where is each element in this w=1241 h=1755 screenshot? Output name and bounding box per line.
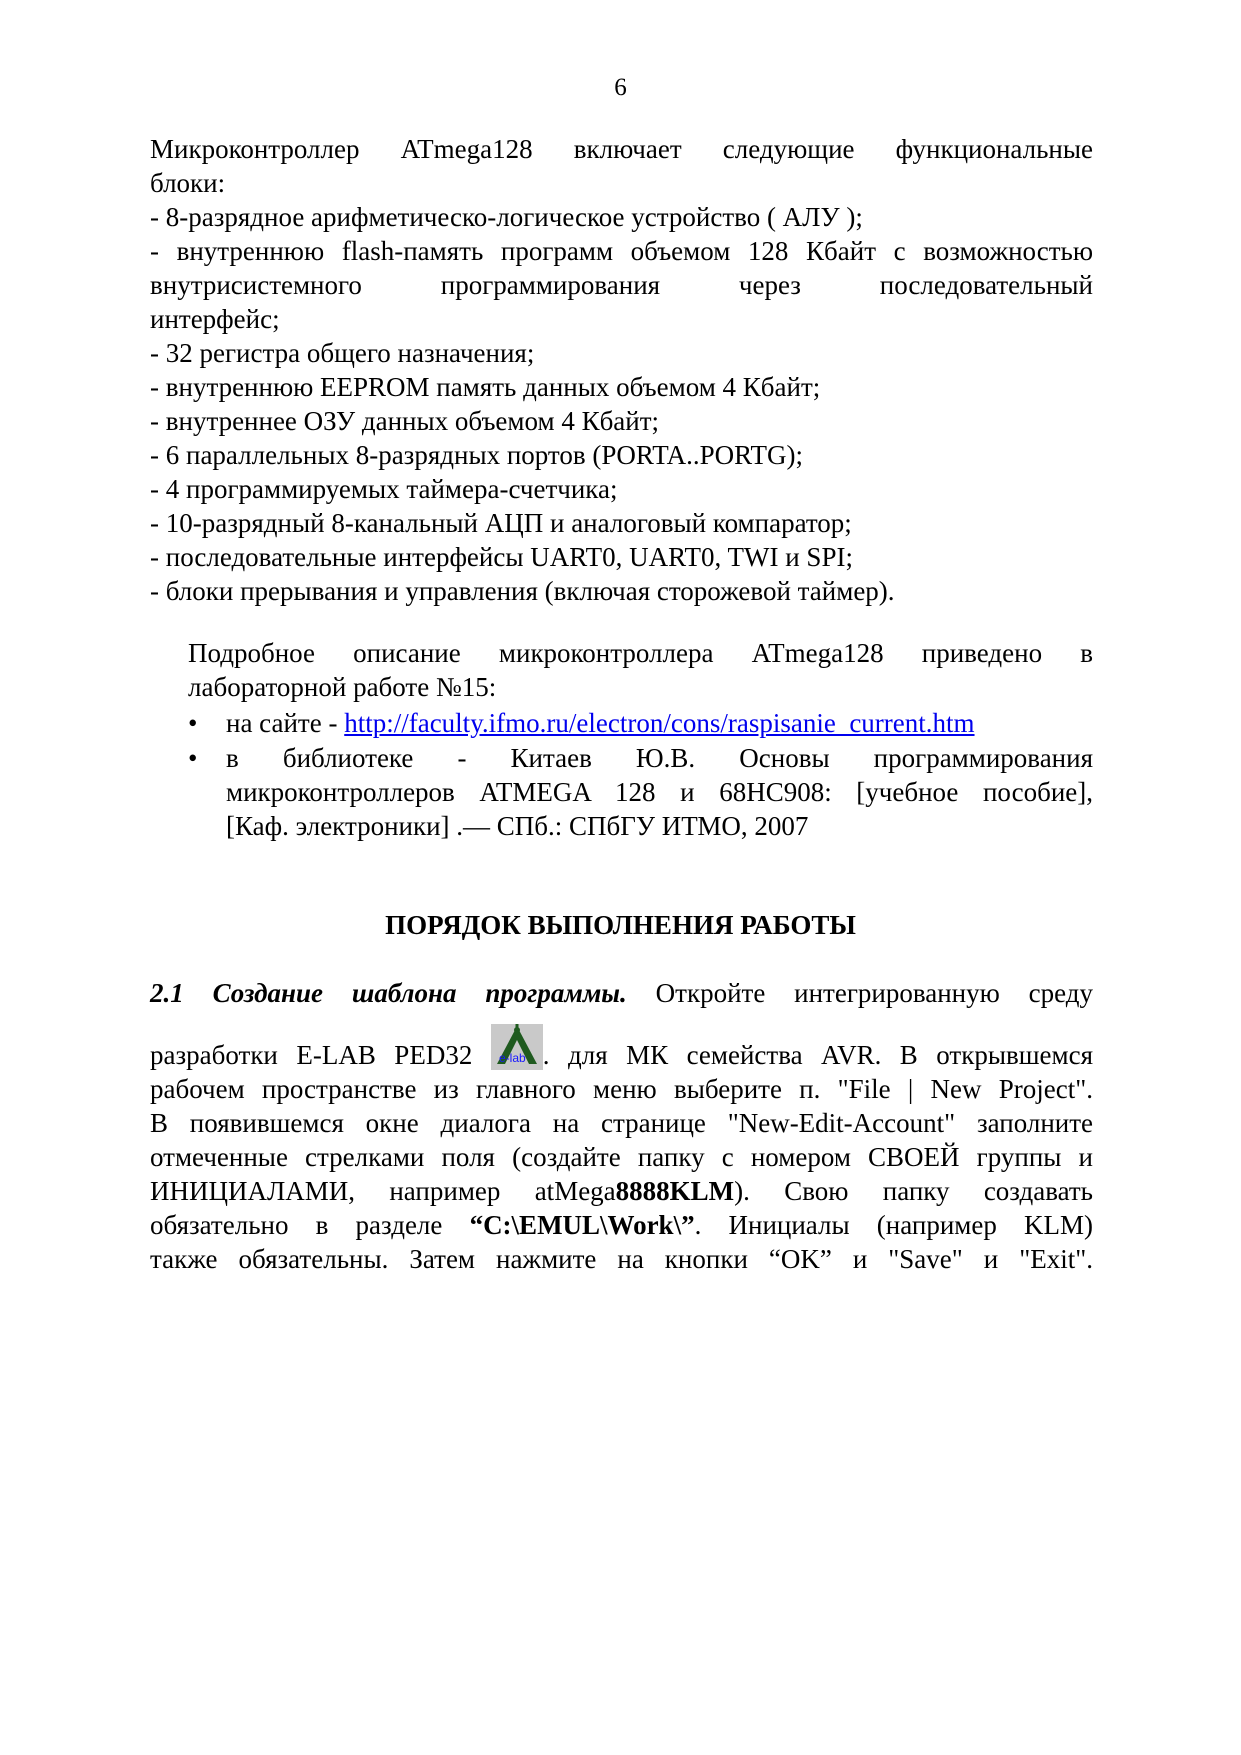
feature-item: - 8-разрядное арифметическо-логическое устройство ( АЛУ ); bbox=[150, 202, 863, 232]
feature-item: - блоки прерывания и управления (включая сторожевой таймер). bbox=[150, 576, 895, 606]
step-line bbox=[150, 976, 1093, 1010]
bullet-library bbox=[188, 741, 1093, 843]
step-line: отмеченные стрелками поля (создайте папку с номером СВОЕЙ группы и bbox=[150, 1142, 1093, 1172]
library-line: [Каф. электроники] .— СПб.: СПбГУ ИТМО, 2007 bbox=[226, 811, 809, 841]
step-text: ). Свою папку создавать bbox=[734, 1176, 1093, 1206]
step-title: 2.1 Создание шаблона программы. bbox=[150, 978, 627, 1008]
feature-item: - внутреннюю EEPROM память данных объемом 4 Кбайт; bbox=[150, 372, 821, 402]
library-line: в библиотеке - Китаев Ю.В. Основы программирования bbox=[226, 743, 1093, 773]
intro-line: Микроконтроллер ATmega128 включает следующие функциональные bbox=[150, 134, 1093, 164]
bullet-icon: • bbox=[188, 743, 198, 773]
reference-section bbox=[188, 636, 1093, 843]
reference-line: лабораторной работе №15: bbox=[188, 672, 497, 702]
step-section bbox=[150, 976, 1093, 1276]
feature-item: - 10-разрядный 8-канальный АЦП и аналоговый компаратор; bbox=[150, 508, 852, 538]
step-text: разработки E-LAB PED32 bbox=[150, 1040, 491, 1070]
features-section bbox=[150, 132, 1093, 608]
step-bold-text: “C:\EMUL\Work\” bbox=[469, 1210, 695, 1240]
step-line: рабочем пространстве из главного меню выберите п. "File | New Project". bbox=[150, 1074, 1093, 1104]
feature-line: внутрисистемного программирования через последовательный bbox=[150, 270, 1093, 300]
page-number: 6 bbox=[614, 74, 627, 101]
feature-item bbox=[150, 234, 1093, 336]
step-text: Откройте интегрированную среду bbox=[655, 978, 1094, 1008]
feature-item: - внутреннее ОЗУ данных объемом 4 Кбайт; bbox=[150, 406, 660, 436]
reference-line: Подробное описание микроконтроллера ATmega128 приведено в bbox=[188, 638, 1093, 668]
feature-line: интерфейс; bbox=[150, 304, 280, 334]
step-line: В появившемся окне диалога на странице "New-Edit-Account" заполните bbox=[150, 1108, 1093, 1138]
feature-item: - 6 параллельных 8-разрядных портов (PORTA..PORTG); bbox=[150, 440, 803, 470]
bullet-icon: • bbox=[188, 708, 198, 738]
bullet-site bbox=[188, 706, 1093, 740]
step-line bbox=[150, 1024, 1093, 1072]
site-link[interactable]: http://faculty.ifmo.ru/electron/cons/raspisanie_current.htm bbox=[344, 708, 975, 738]
section-heading: ПОРЯДОК ВЫПОЛНЕНИЯ РАБОТЫ bbox=[385, 910, 856, 940]
feature-item: - 4 программируемых таймера-счетчика; bbox=[150, 474, 618, 504]
library-line: микроконтроллеров ATMEGA 128 и 68HC908: [учебное пособие], bbox=[226, 777, 1093, 807]
step-text: . для МК семейства AVR. В открывшемся bbox=[542, 1040, 1093, 1070]
step-bold-text: 8888KLM bbox=[615, 1176, 735, 1206]
step-line: также обязательны. Затем нажмите на кнопки “OK” и "Save" и "Exit". bbox=[150, 1244, 1093, 1274]
intro-line: блоки: bbox=[150, 168, 226, 198]
step-text: ИНИЦИАЛАМИ, например atMega bbox=[150, 1176, 616, 1206]
step-line bbox=[150, 1174, 1093, 1208]
feature-item: - 32 регистра общего назначения; bbox=[150, 338, 535, 368]
feature-line: - внутреннюю flash-память программ объемом 128 Кбайт с возможностью bbox=[150, 236, 1093, 266]
step-text: обязательно в разделе bbox=[150, 1210, 470, 1240]
elab-icon bbox=[491, 1024, 543, 1070]
feature-item: - последовательные интерфейсы UART0, UART0, TWI и SPI; bbox=[150, 542, 853, 572]
elab-icon-label: e-lab bbox=[498, 1051, 526, 1065]
step-text: . Инициалы (например KLM) bbox=[694, 1210, 1093, 1240]
step-line bbox=[150, 1208, 1093, 1242]
site-prefix: на сайте - bbox=[226, 708, 345, 738]
